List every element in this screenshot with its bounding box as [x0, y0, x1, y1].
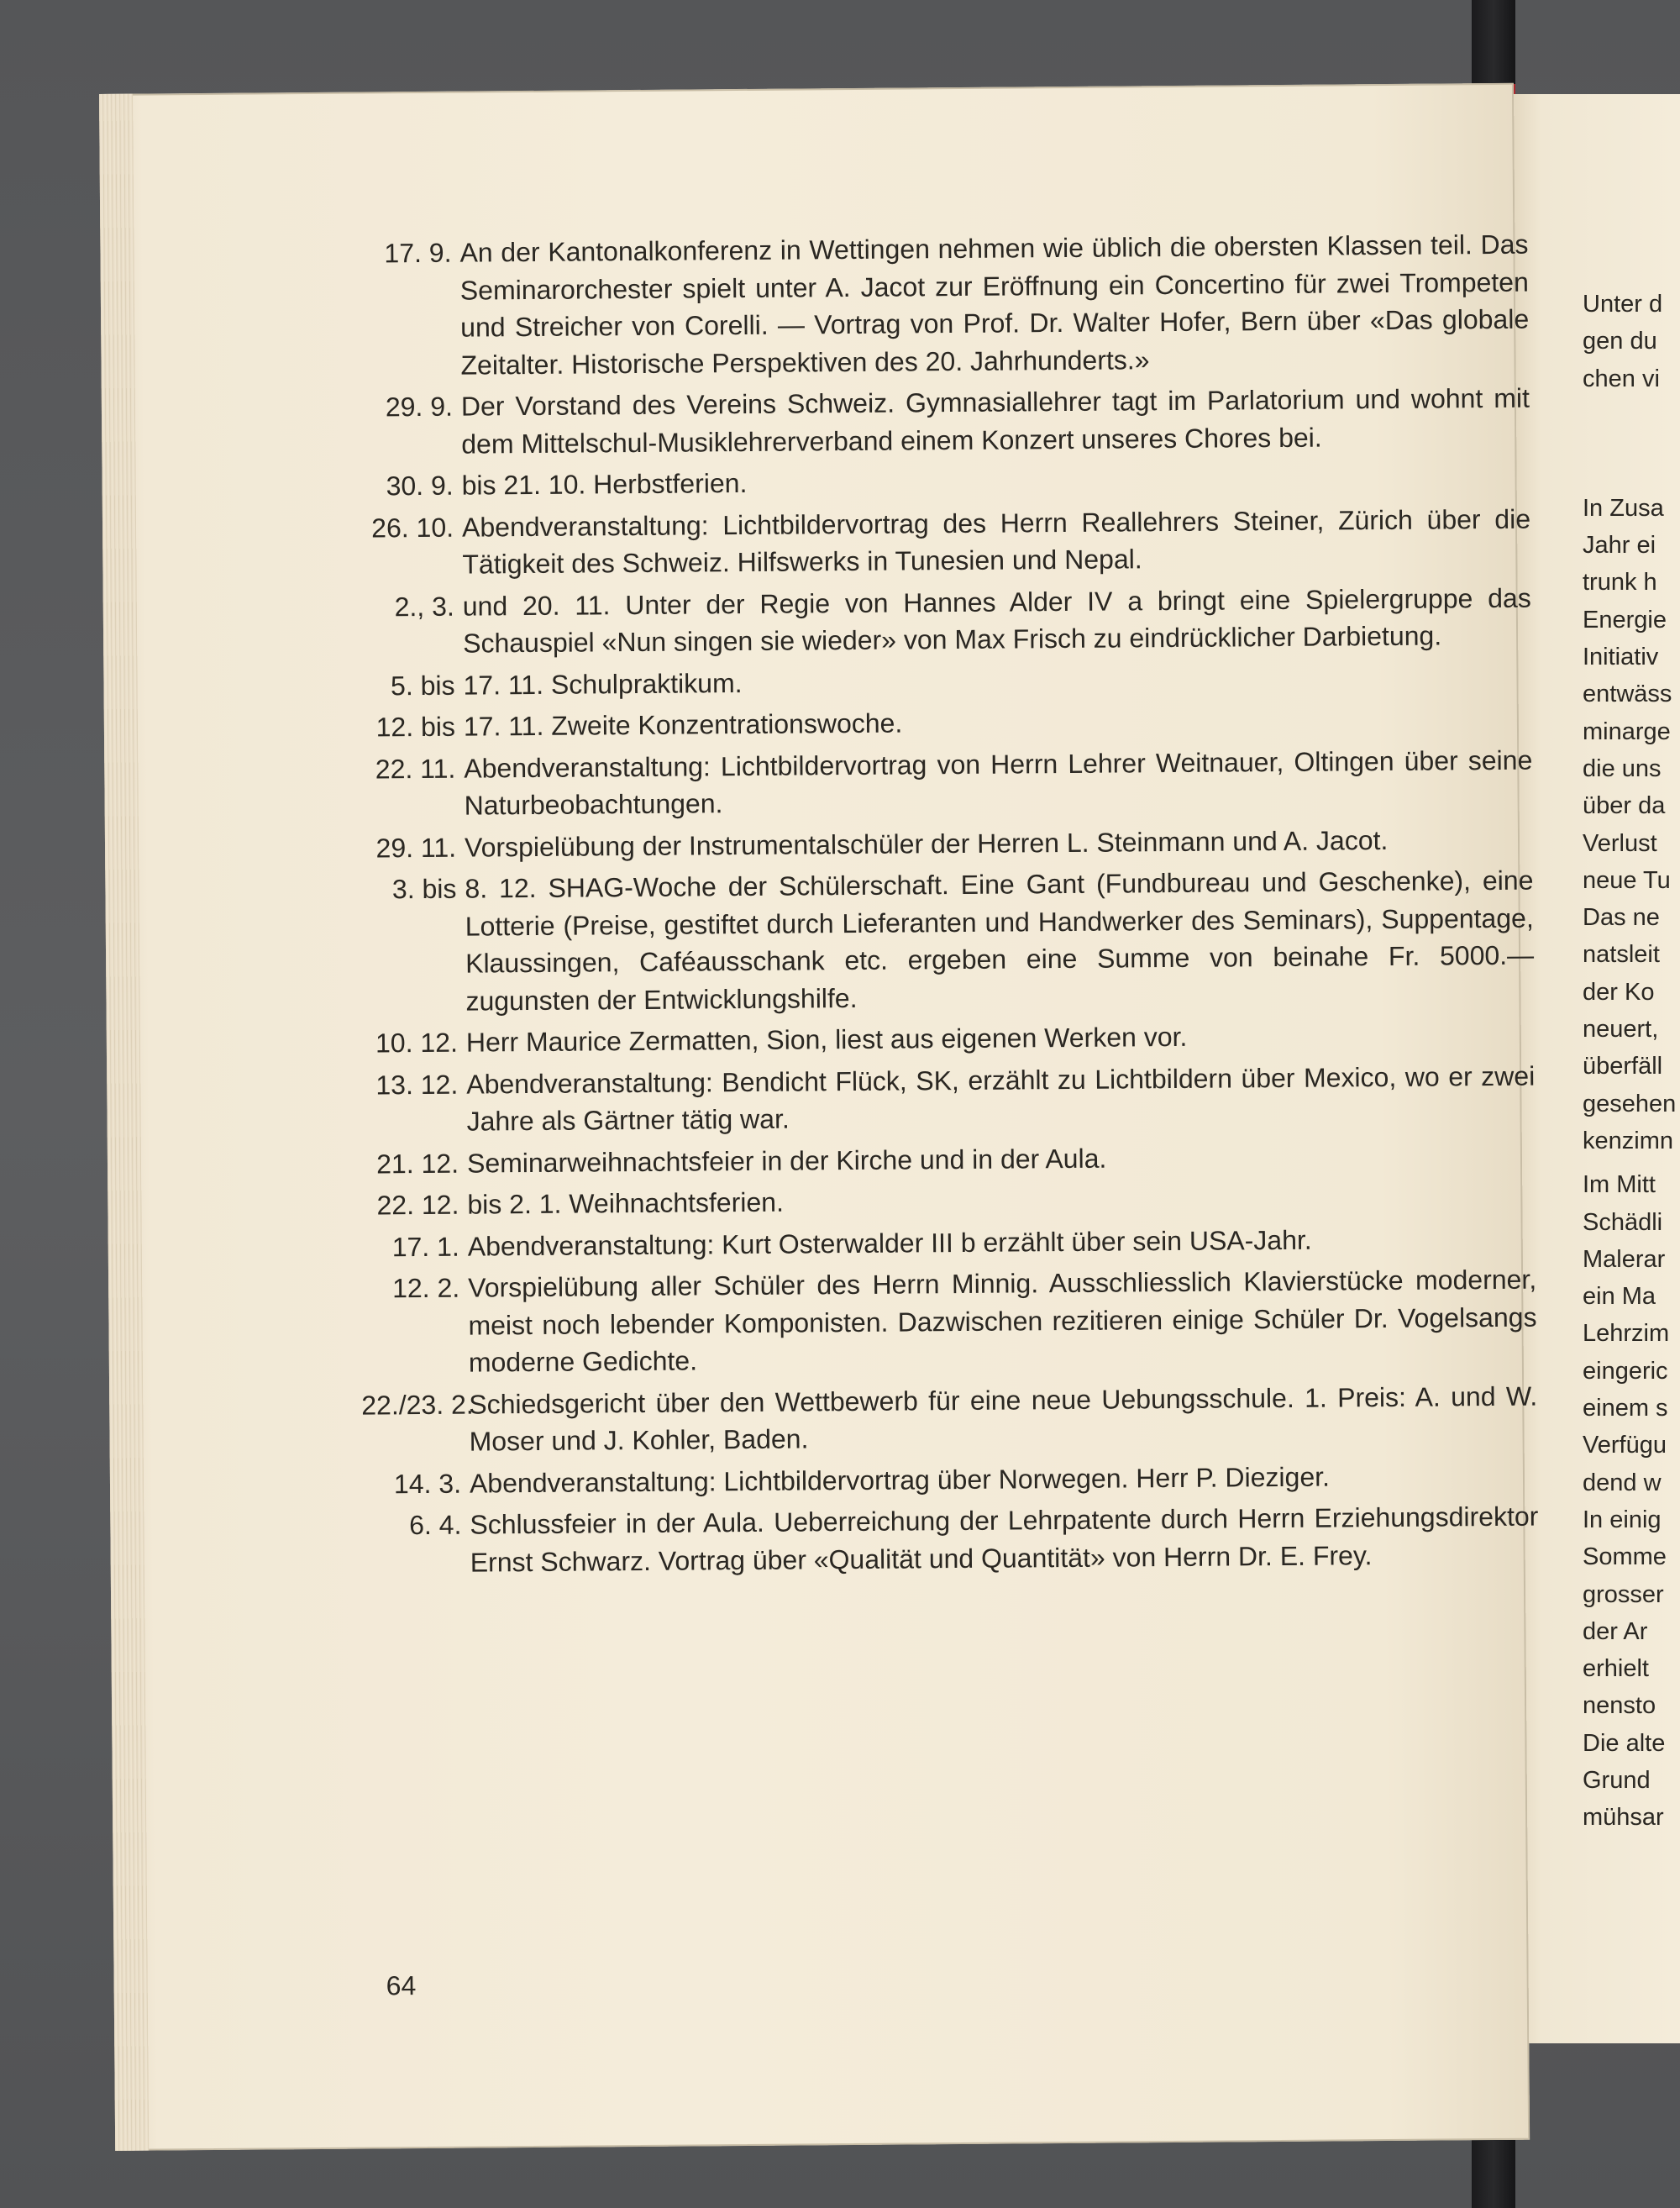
- entry-text: bis 21. 10. Herbstferien.: [461, 467, 748, 501]
- text-line: Jahr ei: [1583, 532, 1656, 560]
- entry-date: 29. 9.: [385, 391, 454, 423]
- text-line: neuert,: [1583, 1016, 1659, 1044]
- left-page: [99, 83, 1539, 2151]
- chronicle-entries: [352, 226, 1539, 1586]
- chronicle-entry: [359, 1057, 1536, 1141]
- entry-text: bis 2. 1. Weihnachtsferien.: [467, 1186, 785, 1220]
- chronicle-entry: [360, 1136, 1536, 1182]
- entry-date: 17. 1.: [391, 1231, 459, 1262]
- text-line: die uns: [1583, 754, 1662, 782]
- entry-date: 12. 2.: [391, 1272, 460, 1304]
- entry-date: 26. 10.: [371, 512, 454, 543]
- entry-date: 6. 4.: [408, 1509, 462, 1541]
- entry-date: 29. 11.: [375, 832, 457, 863]
- text-line: chen vi: [1583, 365, 1660, 392]
- entry-text: An der Kantonalkonferenz in Wettingen nehmen wie üblich die obersten Klassen teil. Das Seminarorchester spielt unter A. Jacot zur Eröffnung ein Concertino für zwei Trompeten und Streicher von Corelli. — Vortrag von Prof. Dr. Walter Hofer, Bern über «Das globale Zeitalter. Historische Perspektiven des 20. Jahrhunderts.»: [459, 229, 1530, 381]
- entry-date: 30. 9.: [386, 470, 454, 502]
- entry-text: und 20. 11. Unter der Regie von Hannes Alder IV a bringt eine Spielergruppe das Schauspiel «Nun singen sie wieder» von Max Frisch zu eindrücklicher Darbietung.: [462, 582, 1531, 659]
- chronicle-entry: [362, 1498, 1539, 1582]
- entry-date: 17. 9.: [384, 237, 452, 269]
- text-line: einem s: [1583, 1395, 1668, 1422]
- entry-text: Abendveranstaltung: Lichtbildervortrag von Herrn Lehrer Weitnauer, Oltingen über seine Naturbeobachtungen.: [464, 744, 1533, 821]
- text-line: Initiativ: [1583, 644, 1659, 671]
- entry-date: 5. bis: [390, 670, 455, 701]
- entry-date: 12. bis: [375, 711, 456, 743]
- entry-text: Vorspielübung der Instrumentalschüler der Herren L. Steinmann und A. Jacot.: [464, 824, 1389, 863]
- entry-text: Abendveranstaltung: Bendicht Flück, SK, erzählt zu Lichtbildern über Mexico, wo er zwei Jahre als Gärtner tätig war.: [466, 1060, 1536, 1137]
- text-line: nensto: [1583, 1692, 1656, 1720]
- chronicle-entry: [355, 579, 1532, 663]
- chronicle-entry: [352, 226, 1529, 385]
- right-page-text: [1583, 286, 1680, 1837]
- entry-date: 3. bis: [391, 873, 457, 905]
- text-line: Verfügu: [1583, 1432, 1667, 1459]
- right-block-1: [1583, 286, 1680, 397]
- text-line: entwäss: [1583, 681, 1672, 708]
- text-line: Malerar: [1583, 1245, 1666, 1273]
- entry-date: 22. 11.: [375, 753, 456, 784]
- text-line: der Ar: [1583, 1617, 1648, 1645]
- chronicle-entry: [360, 1178, 1536, 1224]
- entry-date: 22./23. 2.: [361, 1389, 474, 1421]
- chronicle-entry: [356, 700, 1532, 746]
- text-line: In Zusa: [1583, 494, 1664, 522]
- chronicle-entry: [354, 380, 1530, 464]
- text-line: minarge: [1583, 718, 1671, 745]
- entry-text: Abendveranstaltung: Lichtbildervortrag des Herrn Reallehrers Steiner, Zürich über die Tätigkeit des Schweiz. Hilfswerks in Tunesien und Nepal.: [461, 503, 1531, 580]
- right-block-3: [1583, 1166, 1680, 1836]
- text-line: erhielt: [1583, 1655, 1649, 1683]
- chronicle-entry: [360, 1219, 1536, 1265]
- right-block-2: [1583, 490, 1680, 1159]
- text-line: Lehrzim: [1583, 1320, 1670, 1348]
- entry-text: Seminarweihnachtsfeier in der Kirche und in der Aula.: [466, 1143, 1107, 1179]
- text-line: Grund: [1583, 1766, 1651, 1794]
- text-line: natsleit: [1583, 941, 1660, 969]
- text-line: mühsar: [1583, 1804, 1664, 1832]
- entry-date: 13. 12.: [375, 1069, 459, 1100]
- text-line: kenzimn: [1583, 1127, 1673, 1154]
- chronicle-entry: [354, 500, 1531, 584]
- text-line: Die alte: [1583, 1729, 1666, 1757]
- chronicle-entry: [361, 1377, 1538, 1461]
- text-line: Unter d: [1583, 291, 1663, 318]
- text-line: gesehen: [1583, 1090, 1677, 1117]
- entry-date: 14. 3.: [393, 1468, 462, 1499]
- page-number: 64: [386, 1970, 417, 2001]
- text-line: ein Ma: [1583, 1283, 1656, 1311]
- text-line: eingeric: [1583, 1357, 1668, 1385]
- entry-text: Schiedsgericht über den Wettbewerb für eine neue Uebungsschule. 1. Preis: A. und W. Moser und J. Kohler, Baden.: [469, 1380, 1538, 1457]
- text-line: Verlust: [1583, 829, 1657, 857]
- entry-text: Abendveranstaltung: Lichtbildervortrag über Norwegen. Herr P. Dieziger.: [469, 1461, 1331, 1499]
- text-line: Das ne: [1583, 904, 1660, 932]
- entry-text: 17. 11. Schulpraktikum.: [463, 667, 743, 701]
- chronicle-entry: [355, 658, 1531, 704]
- text-line: der Ko: [1583, 978, 1655, 1006]
- text-line: In einig: [1583, 1506, 1662, 1533]
- text-line: Im Mitt: [1583, 1171, 1656, 1199]
- chronicle-entry: [356, 741, 1533, 825]
- chronicle-entry: [360, 1261, 1537, 1382]
- text-line: Schädli: [1583, 1208, 1663, 1236]
- text-line: dend w: [1583, 1469, 1662, 1496]
- entry-date: 10. 12.: [375, 1027, 459, 1059]
- text-line: grosser: [1583, 1580, 1664, 1608]
- text-line: trunk h: [1583, 569, 1657, 597]
- text-line: gen du: [1583, 328, 1657, 355]
- entry-text: 8. 12. SHAG-Woche der Schülerschaft. Eine Gant (Fundbureau und Geschenke), eine Lotterie (Preise, gestiftet durch Lieferanten und Handwerker des Seminars), Suppentage, Klaussingen, Caféausschank etc. ergeben eine Summe von beinahe Fr. 5000.— zugunsten der Entwicklungshilfe.: [465, 865, 1535, 1017]
- text-line: Somme: [1583, 1543, 1667, 1571]
- chronicle-entry: [357, 862, 1534, 1021]
- chronicle-entry: [357, 820, 1533, 866]
- text-line: über da: [1583, 792, 1666, 820]
- chronicle-entry: [359, 1016, 1535, 1062]
- entry-text: 17. 11. Zweite Konzentrationswoche.: [463, 707, 903, 742]
- entry-date: 21. 12.: [376, 1148, 459, 1179]
- chronicle-entry: [354, 459, 1530, 505]
- entry-date: 2., 3.: [394, 591, 454, 622]
- entry-text: Der Vorstand des Vereins Schweiz. Gymnasiallehrer tagt im Parlatorium und wohnt mit dem Mittelschul-Musiklehrerverband einem Konzert unseres Chores bei.: [460, 382, 1530, 460]
- text-line: neue Tu: [1583, 866, 1671, 894]
- entry-text: Schlussfeier in der Aula. Ueberreichung der Lehrpatente durch Herrn Erziehungsdirektor Ernst Schwarz. Vortrag über «Qualität und Quantität» von Herrn Dr. E. Frey.: [470, 1501, 1539, 1578]
- text-line: Energie: [1583, 606, 1667, 633]
- entry-date: 22. 12.: [376, 1189, 459, 1221]
- text-line: überfäll: [1583, 1053, 1663, 1080]
- chronicle-entry: [362, 1456, 1538, 1502]
- entry-text: Herr Maurice Zermatten, Sion, liest aus eigenen Werken vor.: [465, 1021, 1188, 1058]
- entry-text: Abendveranstaltung: Kurt Osterwalder III b erzählt über sein USA-Jahr.: [467, 1224, 1312, 1262]
- entry-text: Vorspielübung aller Schüler des Herrn Minnig. Ausschliesslich Klavierstücke moderner, meist noch lebender Komponisten. Dazwischen rezitieren einige Schüler Dr. Vogelsangs moderne Gedichte.: [468, 1264, 1537, 1378]
